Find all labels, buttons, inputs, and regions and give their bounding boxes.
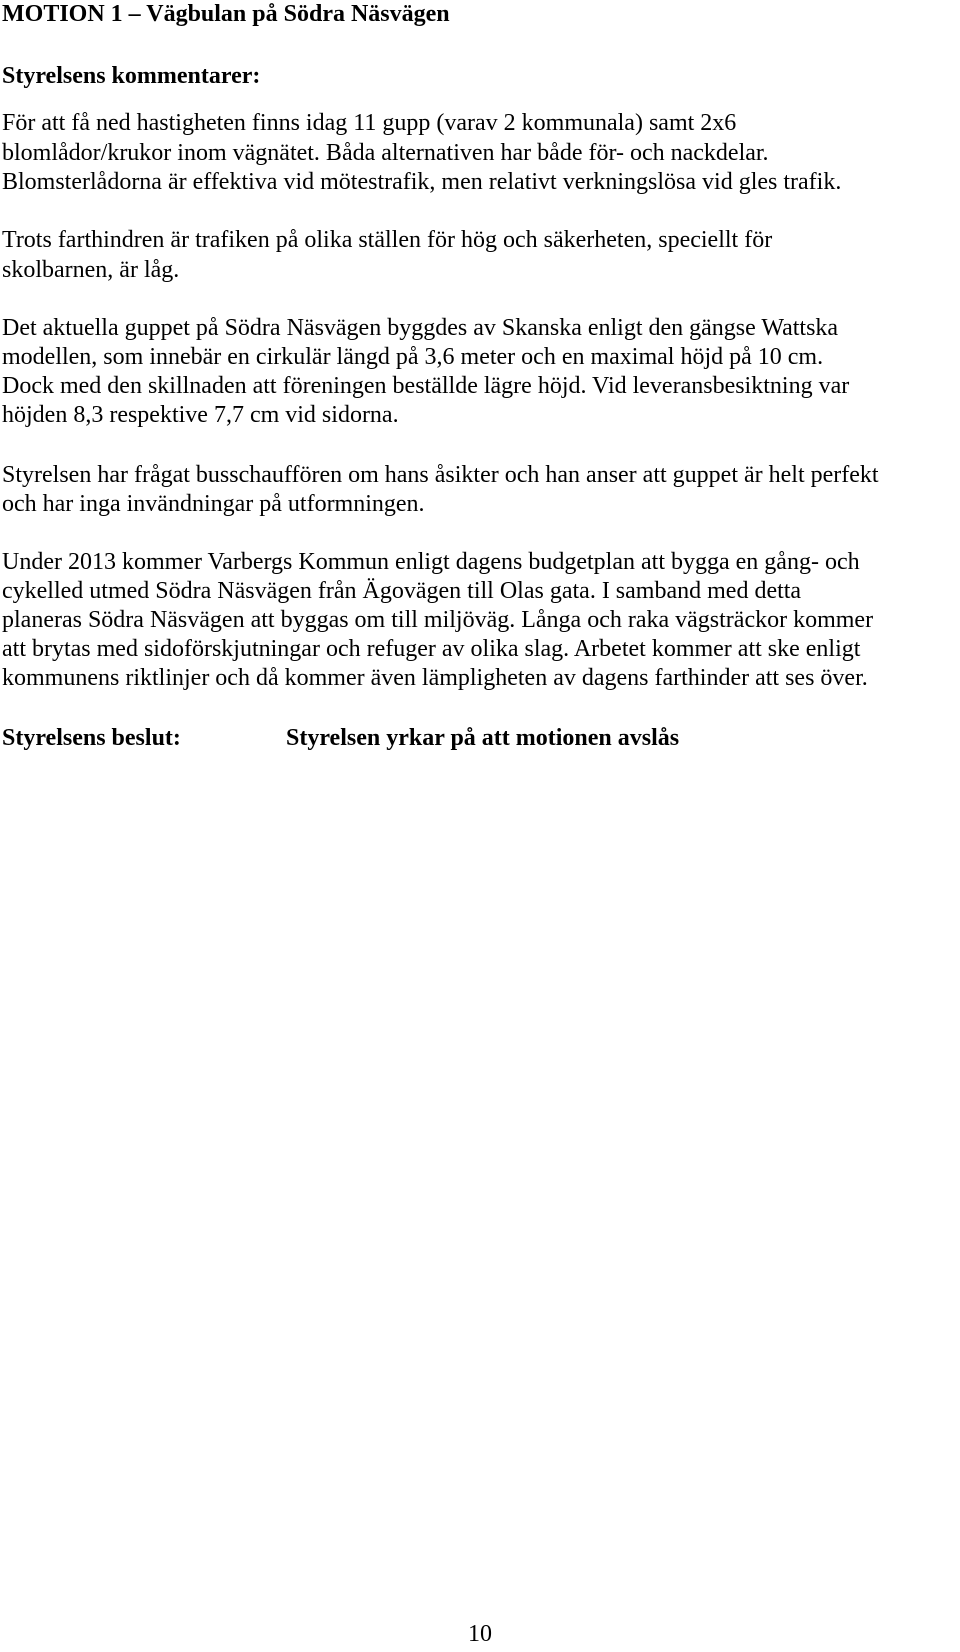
page-number: 10 [468, 1621, 492, 1647]
paragraph-line: Dock med den skillnaden att föreningen beställde lägre höjd. Vid leveransbesiktning var [2, 373, 850, 399]
paragraph-line: och har inga invändningar på utformningen. [2, 491, 425, 517]
paragraph-line: Det aktuella guppet på Södra Näsvägen byggdes av Skanska enligt den gängse Wattska [2, 315, 839, 341]
paragraph-line: kommunens riktlinjer och då kommer även lämpligheten av dagens farthinder att ses över. [2, 665, 868, 691]
paragraph-line: att brytas med sidoförskjutningar och refuger av olika slag. Arbetet kommer att ske enligt [2, 636, 861, 662]
decision-text: Styrelsen yrkar på att motionen avslås [286, 725, 680, 751]
paragraph-line: skolbarnen, är låg. [2, 257, 180, 283]
paragraph-line: cykelled utmed Södra Näsvägen från Ägovägen till Olas gata. I samband med detta [2, 578, 802, 604]
paragraph-line: Under 2013 kommer Varbergs Kommun enligt dagens budgetplan att bygga en gång- och [2, 549, 860, 575]
paragraph-line: Styrelsen har frågat busschauffören om hans åsikter och han anser att guppet är helt perfekt [2, 462, 879, 488]
paragraph-line: blomlådor/krukor inom vägnätet. Båda alternativen har både för- och nackdelar. [2, 140, 769, 166]
paragraph-line: höjden 8,3 respektive 7,7 cm vid sidorna. [2, 402, 399, 428]
paragraph-line: modellen, som innebär en cirkulär längd på 3,6 meter och en maximal höjd på 10 cm. [2, 344, 824, 370]
decision-label: Styrelsens beslut: [2, 725, 181, 751]
document-title: MOTION 1 – Vägbulan på Södra Näsvägen [2, 1, 450, 27]
paragraph-line: Trots farthindren är trafiken på olika ställen för hög och säkerheten, speciellt för [2, 227, 773, 253]
paragraph-line: Blomsterlådorna är effektiva vid mötestrafik, men relativt verkningslösa vid gles trafik. [2, 169, 842, 195]
comments-heading: Styrelsens kommentarer: [2, 63, 261, 89]
paragraph-line: För att få ned hastigheten finns idag 11 gupp (varav 2 kommunala) samt 2x6 [2, 110, 737, 136]
paragraph-line: planeras Södra Näsvägen att byggas om till miljöväg. Långa och raka vägsträckor kommer [2, 607, 874, 633]
